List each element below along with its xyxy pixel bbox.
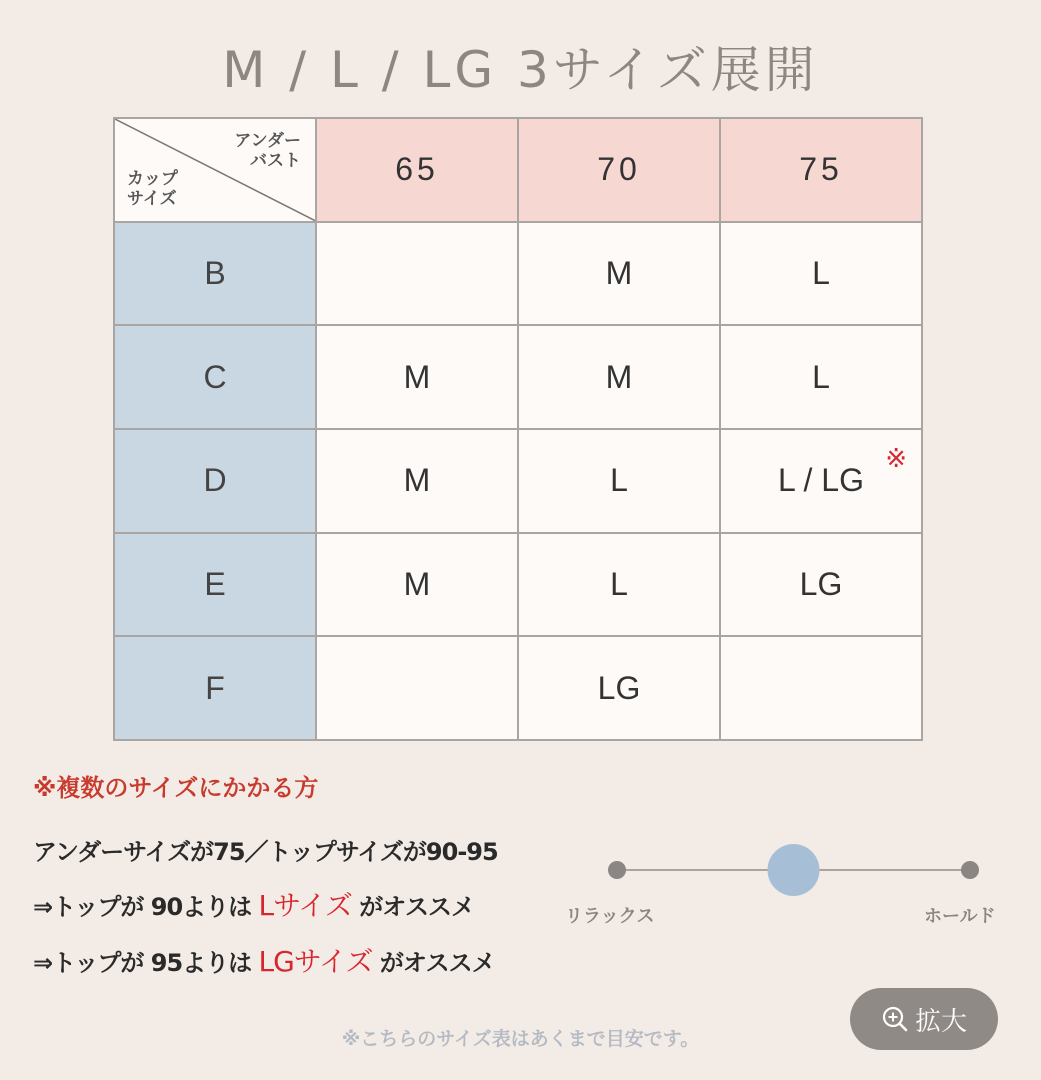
info-line-recommend-l: [33, 884, 474, 924]
table-row: [114, 222, 922, 326]
corner-top-line: アンダー: [234, 131, 301, 151]
table-cell: [720, 636, 922, 740]
corner-label-underbust: [234, 131, 301, 171]
reference-mark: ※: [885, 443, 907, 474]
corner-bottom-line: サイズ: [127, 188, 177, 209]
table-cell: LG: [518, 636, 720, 740]
table-cell: L: [720, 325, 922, 429]
corner-bottom-line: カップ: [127, 168, 178, 189]
note-heading: ※複数のサイズにかかる方: [33, 774, 319, 802]
table-row: [114, 636, 922, 740]
zoom-in-icon: [881, 1005, 909, 1033]
scale-position-knob: [768, 844, 820, 896]
row-header: C: [114, 325, 316, 429]
table-cell: [316, 222, 518, 326]
size-chart-table: [113, 117, 923, 741]
column-header: 65: [316, 118, 518, 222]
row-header: D: [114, 429, 316, 533]
info-text: ⇒トップが 95よりは: [33, 949, 259, 977]
table-cell: L: [518, 533, 720, 637]
table-cell: M: [316, 429, 518, 533]
info-line-recommend-lg: [33, 940, 495, 980]
corner-label-cup: [127, 169, 178, 209]
table-cell: LG: [720, 533, 922, 637]
corner-top-line: バスト: [250, 151, 301, 171]
table-cell-marked: [720, 429, 922, 533]
table-row: [114, 325, 922, 429]
recommended-size: Lサイズ: [258, 889, 352, 922]
scale-label-hold: ホールド: [924, 906, 996, 927]
fit-scale: [565, 840, 1000, 930]
column-header: 70: [518, 118, 720, 222]
info-text: がオススメ: [351, 893, 474, 921]
column-header: 75: [720, 118, 922, 222]
table-cell: L: [518, 429, 720, 533]
disclaimer-note: ※こちらのサイズ表はあくまで目安です。: [341, 1028, 700, 1050]
scale-end-dot-right: [961, 861, 979, 879]
scale-label-relax: リラックス: [565, 906, 655, 927]
info-line-size: アンダーサイズが75／トップサイズが90-95: [33, 838, 498, 866]
table-header-row: [114, 118, 922, 222]
table-row: [114, 533, 922, 637]
table-cell: M: [316, 325, 518, 429]
row-header: F: [114, 636, 316, 740]
info-text: ⇒トップが 90よりは: [33, 893, 259, 921]
table-cell: M: [518, 325, 720, 429]
table-row: [114, 429, 922, 533]
zoom-button-label: 拡大: [914, 1006, 967, 1037]
zoom-button[interactable]: [850, 988, 998, 1050]
table-cell: M: [316, 533, 518, 637]
table-cell-value: L / LG: [778, 462, 864, 499]
recommended-size: LGサイズ: [258, 945, 373, 978]
row-header: B: [114, 222, 316, 326]
page-title: M / L / LG 3サイズ展開: [222, 41, 819, 99]
row-header: E: [114, 533, 316, 637]
table-corner-cell: [114, 118, 316, 222]
scale-end-dot-left: [608, 861, 626, 879]
table-cell: L: [720, 222, 922, 326]
info-text: がオススメ: [372, 949, 495, 977]
table-cell: [316, 636, 518, 740]
fit-scale-track: [600, 840, 1000, 900]
table-cell: M: [518, 222, 720, 326]
